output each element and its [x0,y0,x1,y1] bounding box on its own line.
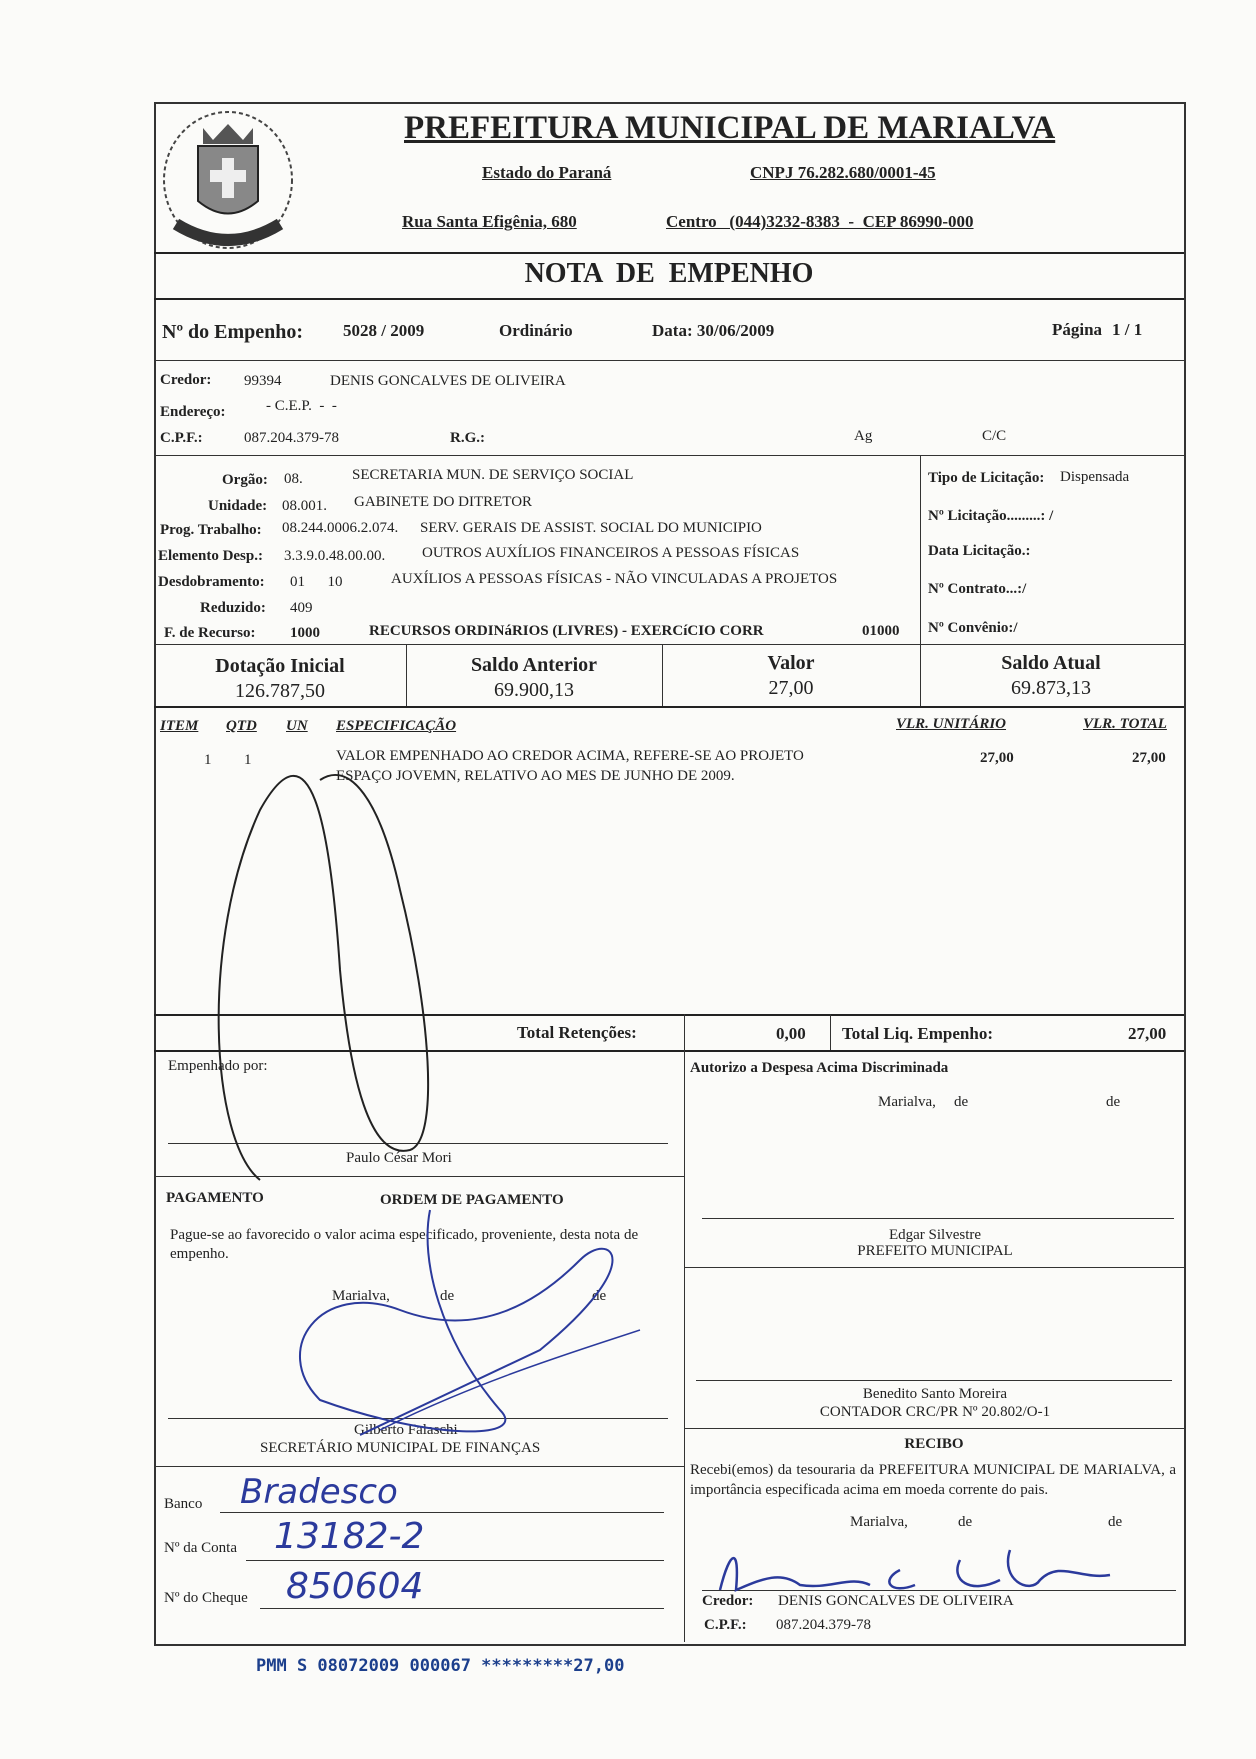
divider [154,298,1184,300]
elemento-label: Elemento Desp.: [158,548,263,564]
col-item: ITEM [160,718,199,734]
item-vlr-total: 27,00 [1132,750,1166,766]
divider [684,1050,685,1642]
saldo-atual-label: Saldo Atual [1001,652,1101,674]
cpf-value: 087.204.379-78 [244,430,339,446]
agency-label: Ag [854,428,873,444]
ordem-pagamento-label: ORDEM DE PAGAMENTO [380,1192,564,1208]
divider [154,706,1184,708]
signature-credor-image [700,1540,1120,1600]
col-especificacao: ESPECIFICAÇÃO [336,718,457,734]
municipality-title: PREFEITURA MUNICIPAL DE MARIALVA [404,110,1056,146]
unidade-label: Unidade: [208,498,268,514]
pagamento-de1: de [440,1288,455,1304]
credor-code: 99394 [244,373,282,389]
conta-handwritten: 13182-2 [274,1516,425,1557]
banco-handwritten: Bradesco [240,1472,398,1512]
divider [830,1014,831,1050]
signature-line [696,1380,1172,1381]
conta-label: Nº da Conta [164,1540,237,1556]
prog-code: 08.244.0006.2.074. [282,520,399,536]
dotacao-label: Dotação Inicial [215,655,345,677]
total-retencoes-label: Total Retenções: [517,1023,637,1042]
orgao-name: SECRETARIA MUN. DE SERVIÇO SOCIAL [352,467,634,483]
desdobramento-label: Desdobramento: [158,574,265,590]
desdobramento-name: AUXÍLIOS A PESSOAS FÍSICAS - NÃO VINCULADAS A PROJETOS [391,571,838,587]
cnpj-label: CNPJ 76.282.680/0001-45 [750,163,936,182]
page-value: 1 / 1 [1112,320,1143,339]
item-vlr-unitario: 27,00 [980,750,1014,766]
autorizo-de2: de [1106,1094,1121,1110]
conta-line [246,1560,664,1561]
reduzido-label: Reduzido: [200,600,266,616]
rg-label: R.G.: [450,430,485,446]
total-liq-label: Total Liq. Empenho: [842,1024,993,1043]
fonte-recurso-label: F. de Recurso: [164,625,256,641]
orgao-label: Orgão: [222,472,268,488]
empenhado-label: Empenhado por: [168,1058,268,1074]
divider [920,455,921,644]
prog-label: Prog. Trabalho: [160,522,262,538]
credor-name: DENIS GONCALVES DE OLIVEIRA [330,373,566,389]
secretario-role: SECRETÁRIO MUNICIPAL DE FINANÇAS [260,1440,541,1456]
coat-of-arms-icon [158,106,298,254]
item-espec-line1: VALOR EMPENHADO AO CREDOR ACIMA, REFERE-SE AO PROJETO [336,748,804,764]
prefeito-role: PREFEITO MUNICIPAL [857,1243,1013,1259]
elemento-name: OUTROS AUXÍLIOS FINANCEIROS A PESSOAS FÍSICAS [422,545,800,561]
pagamento-label: PAGAMENTO [166,1190,264,1206]
total-retencoes-value: 0,00 [776,1024,806,1043]
page-label: Página [1052,320,1103,339]
item-qtd: 1 [244,752,252,768]
account-label: C/C [982,428,1007,444]
fonte-recurso-name: RECURSOS ORDINáRIOS (LIVRES) - EXERCíCIO CORR [369,623,764,639]
empenhado-name: Paulo César Mori [346,1150,452,1166]
fonte-recurso-number: 01000 [862,623,900,639]
banco-line [220,1512,664,1513]
desdobramento-code: 01 10 [290,574,343,590]
fonte-recurso-code: 1000 [290,625,320,641]
doc-title: NOTA DE EMPENHO [524,258,814,289]
prefeito-name: Edgar Silvestre [888,1227,982,1243]
unidade-name: GABINETE DO DITRETOR [354,494,533,510]
divider [154,1466,684,1467]
recibo-title: RECIBO [904,1436,964,1452]
autorizo-title: Autorizo a Despesa Acima Discriminada [690,1060,949,1076]
validation-stamp: PMM S 08072009 000067 *********27,00 [256,1656,625,1676]
empenho-number-label: Nº do Empenho: [162,321,304,343]
pagamento-place: Marialva, [332,1288,390,1304]
recibo-credor-name: DENIS GONCALVES DE OLIVEIRA [778,1593,1014,1609]
recibo-place: Marialva, [850,1514,908,1530]
tipo-licitacao-value: Dispensada [1060,469,1130,485]
total-liq-value: 27,00 [1128,1024,1167,1043]
autorizo-de1: de [954,1094,969,1110]
state-label: Estado do Paraná [482,163,612,182]
recibo-cpf-value: 087.204.379-78 [776,1617,871,1633]
valor-label: Valor [767,652,815,674]
endereco-label: Endereço: [160,404,226,420]
divider [154,252,1184,254]
col-vlr-unitario: VLR. UNITÁRIO [896,716,1007,732]
signature-line [702,1218,1174,1219]
divider [684,1267,1184,1268]
street-address: Rua Santa Efigênia, 680 [402,212,577,231]
empenho-date: Data: 30/06/2009 [652,321,775,340]
cheque-handwritten: 850604 [286,1566,424,1607]
recibo-cpf-label: C.P.F.: [704,1617,747,1633]
item-espec-line2: ESPAÇO JOVEMN, RELATIVO AO MES DE JUNHO DE 2009. [336,768,735,784]
contador-role: CONTADOR CRC/PR Nº 20.802/O-1 [819,1404,1051,1420]
recibo-credor-label: Credor: [702,1593,754,1609]
credor-label: Credor: [160,372,212,388]
divider [154,644,1184,645]
reduzido-code: 409 [290,600,313,616]
cheque-label: Nº do Cheque [164,1590,248,1606]
num-convenio: Nº Convênio:/ [928,620,1018,636]
address-rest: Centro (044)3232-8383 - CEP 86990-000 [666,212,974,231]
contador-name: Benedito Santo Moreira [862,1386,1008,1402]
banco-label: Banco [164,1496,203,1512]
cheque-line [260,1608,664,1609]
tipo-licitacao-label: Tipo de Licitação: [928,470,1045,486]
pagamento-de2: de [592,1288,607,1304]
num-licitacao: Nº Licitação.........: / [928,508,1054,524]
autorizo-place: Marialva, [878,1094,936,1110]
saldo-atual-value: 69.873,13 [1011,677,1091,699]
elemento-code: 3.3.9.0.48.00.00. [284,548,386,564]
signature-empenhado-image [200,740,460,1190]
orgao-code: 08. [284,471,303,487]
divider [154,455,1184,456]
col-qtd: QTD [226,718,257,734]
item-number: 1 [204,752,212,768]
divider [154,360,1184,361]
recibo-de2: de [1108,1514,1123,1530]
secretario-name: Gilberto Falaschi [354,1422,458,1438]
unidade-code: 08.001. [282,498,327,514]
prog-name: SERV. GERAIS DE ASSIST. SOCIAL DO MUNICIPIO [420,520,762,536]
num-contrato: Nº Contrato...:/ [928,581,1027,597]
saldo-anterior-label: Saldo Anterior [470,654,598,676]
endereco-value: - C.E.P. - - [266,398,337,414]
empenho-type: Ordinário [499,321,573,340]
saldo-anterior-value: 69.900,13 [494,679,574,701]
valor-value: 27,00 [768,677,814,699]
empenho-number: 5028 / 2009 [343,321,425,340]
divider [684,1014,685,1050]
cpf-label: C.P.F.: [160,430,203,446]
divider [684,1428,1184,1429]
recibo-de1: de [958,1514,973,1530]
dotacao-value: 126.787,50 [235,680,325,702]
data-licitacao: Data Licitação.: [928,543,1031,559]
col-vlr-total: VLR. TOTAL [1083,716,1167,732]
col-un: UN [286,718,308,734]
recibo-text: Recebi(emos) da tesouraria da PREFEITURA MUNICIPAL DE MARIALVA, a importância especificada acima em moeda corrente do pais. [690,1462,1176,1498]
signature-secretario-image [280,1200,660,1450]
pagamento-text: Pague-se ao favorecido o valor acima especificado, proveniente, desta nota de empenho. [170,1227,639,1262]
